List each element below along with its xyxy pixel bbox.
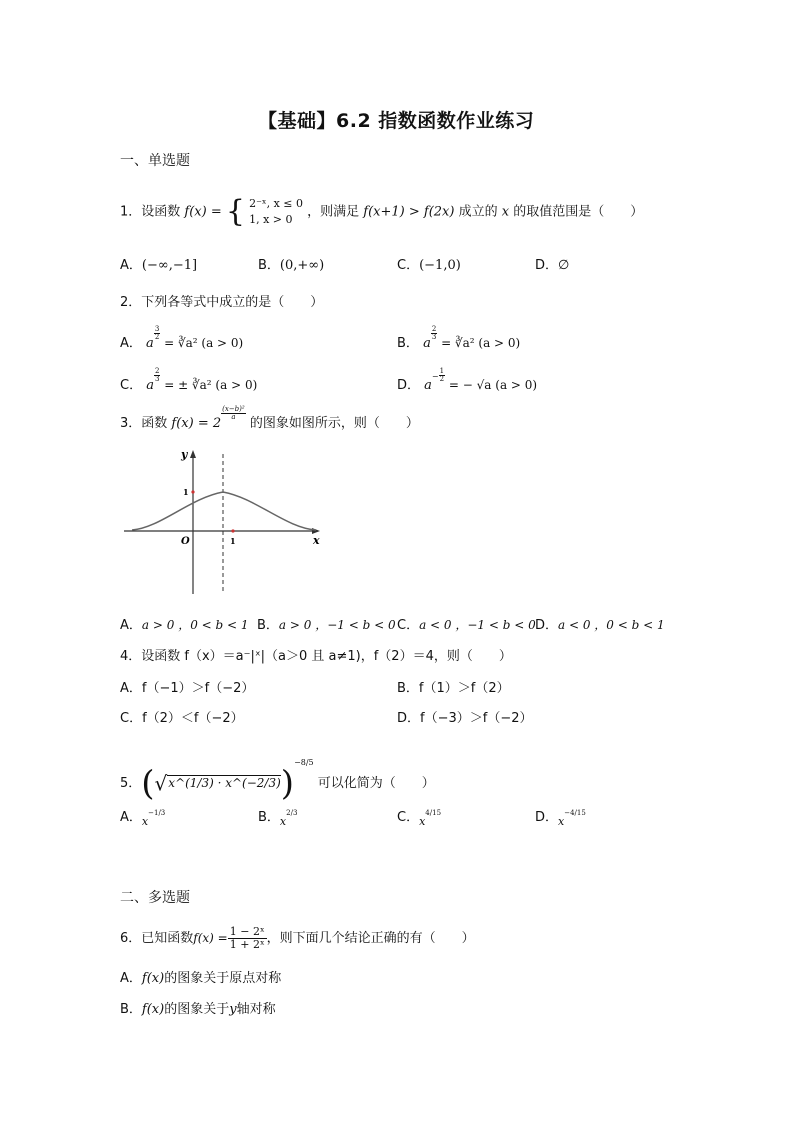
q2-option-a[interactable]: A． a $\frac{3}{2}$ = ∛a² (a > 0) [120,325,244,351]
y-axis-label: y [181,448,188,461]
q1-function: f(x) = [184,204,222,220]
q1-condition: f(x+1) > f(2x) [363,204,455,220]
section-heading-single-choice: 一、单选题 [120,153,190,169]
question-4-stem: 4．设函数 f（x）＝a⁻|ˣ|（a＞0 且 a≠1)，f（2）＝4，则（ ） [120,649,512,664]
q5-option-d[interactable]: D．$_x^{-4/15}$ [535,809,586,828]
q4-option-b[interactable]: B．f（1）＞f（2） [397,681,510,696]
q1-cases [249,196,303,228]
y-tick-label: 1 [183,487,189,497]
q1-brace: { [225,194,245,229]
bell-curve [132,492,316,530]
q6-option-b[interactable]: B．f(x)的图象关于y轴对称 [120,1002,276,1017]
y-tick-dot [191,490,194,493]
q3-option-b[interactable]: B．a > 0 ，−1 < b < 0 [257,618,396,633]
page-title: 【基础】6.2 指数函数作业练习 [258,110,535,132]
q4-option-d[interactable]: D．f（−3）＞f（−2） [397,711,533,726]
y-axis-arrow-icon [190,450,196,458]
question-2-stem: 2．下列各等式中成立的是（ ） [120,295,324,310]
x-axis-label: x [313,534,320,547]
q1-tail-text: 成立的 [458,204,498,220]
q5-option-a[interactable]: A．$_x^{-1/3}$ [120,809,166,828]
q1-case-1: 2⁻ˣ, x ≤ 0 [249,197,303,210]
q1-number: 1．设函数 [120,204,181,220]
q5-outer-exponent: −8/5 [294,758,314,767]
q1-case-2: 1, x > 0 [249,213,293,226]
q6-function: f(x) = [193,931,228,945]
question-6-stem: 6．已知函数f(x) = $\frac{\text{1 − 2ˣ}}{\text{1 + 2ˣ}}$ ，则下面几个结论正确的有（ ） [120,925,475,951]
q4-option-a[interactable]: A．f（−1）＞f（−2） [120,681,255,696]
q1-option-d[interactable]: D．∅ [535,258,570,273]
q3-graph [120,446,330,598]
q3-function: f(x) = 2 [171,416,222,431]
q5-option-c[interactable]: C．$_x^{4/15}$ [397,809,442,828]
q1-option-a[interactable]: A．(−∞,−1] [120,258,198,273]
question-5-stem: 5．(√x^(1/3) · x^(−2/3))$^{-8/5}$ 可以化简为（ ） [120,758,435,804]
q3-option-c[interactable]: C．a < 0 ，−1 < b < 0 [397,618,536,633]
section-heading-multiple-choice: 二、多选题 [120,890,190,906]
q2-option-b[interactable]: B． a $\frac{2}{3}$ = ∛a² (a > 0) [397,325,521,351]
q3-exponent: $\frac{\text{(x−b)²}}{a}$ [222,405,245,421]
x-tick-label: 1 [230,536,236,546]
question-3-stem: 3．函数 f(x) = 2 $\frac{\text{(x−b)²}}{a}$ 的图象如图所示，则（ ） [120,405,419,431]
q6-option-a[interactable]: A．f(x)的图象关于原点对称 [120,971,282,986]
q6-fraction: $\frac{\text{1 − 2ˣ}}{\text{1 + 2ˣ}}$ [229,925,265,951]
q1-option-c[interactable]: C．(−1,0) [397,258,461,273]
origin-label: O [181,536,190,547]
q3-option-a[interactable]: A．a > 0 ，0 < b < 1 [120,618,249,633]
q5-option-b[interactable]: B．$_x^{2/3}$ [258,809,298,828]
q1-option-b[interactable]: B．(0,+∞) [258,258,325,273]
question-1-stem [120,196,643,228]
q2-option-c[interactable]: C． a $\frac{2}{3}$ = ± ∛a² (a > 0) [120,367,258,393]
q5-inner-expression: x^(1/3) · x^(−2/3) [168,776,281,790]
q2-option-d[interactable]: D． a− $\frac{1}{2}$ = − √a (a > 0) [397,367,538,393]
q1-mid-text: ，则满足 [307,204,360,220]
q3-option-d[interactable]: D．a < 0 ，0 < b < 1 [535,618,665,633]
q1-tail-text-2: 的取值范围是（ ） [513,204,644,220]
q1-variable: x [501,204,510,220]
q4-option-c[interactable]: C．f（2）＜f（−2） [120,711,244,726]
x-tick-dot [231,529,234,532]
